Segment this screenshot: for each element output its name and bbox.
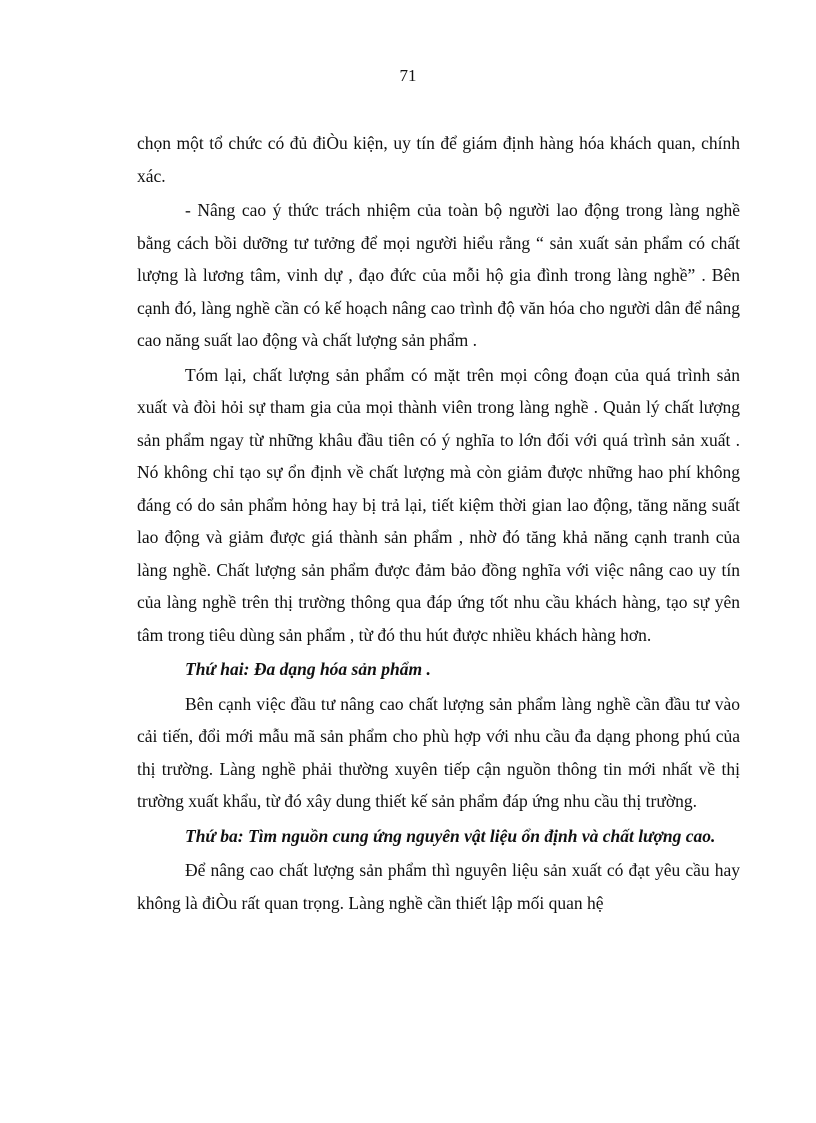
document-body	[137, 127, 740, 921]
page-number: 71	[399, 66, 417, 85]
paragraph-summary: Tóm lại, chất lượng sản phẩm có mặt trên mọi công đoạn của quá trình sản xuất và đòi hỏi sự tham gia của mọi thành viên trong làng nghề . Quản lý chất lượng sản phẩm ngay từ những khâu đầu tiên có ý nghĩa to lớn đối với quá trình sản xuất . Nó không chỉ tạo sự ổn định về chất lượng mà còn giảm được những hao phí không đáng có do sản phẩm hỏng hay bị trả lại, tiết kiệm thời gian lao động, tăng năng suất lao động và giảm được giá thành sản phẩm , nhờ đó tăng khả năng cạnh tranh của làng nghề. Chất lượng sản phẩm được đảm bảo đồng nghĩa với việc nâng cao uy tín của làng nghề trên thị trường thông qua đáp ứng tốt nhu cầu khách hàng, tạo sự yên tâm trong tiêu dùng sản phẩm , từ đó thu hút được nhiều khách hàng hơn.	[137, 364, 740, 645]
paragraph-material-supply: Để nâng cao chất lượng sản phẩm thì nguyên liệu sản xuất có đạt yêu cầu hay không là điÒu rất quan trọng. Làng nghề cần thiết lập mối quan hệ	[137, 860, 740, 913]
paragraph-continuation: chọn một tổ chức có đủ điÒu kiện, uy tín để giám định hàng hóa khách quan, chính xác.	[137, 133, 740, 186]
heading-diversify-products: Thứ hai: Đa dạng hóa sản phẩm .	[185, 659, 431, 679]
paragraph-awareness: - Nâng cao ý thức trách nhiệm của toàn bộ người lao động trong làng nghề bằng cách bồi dưỡng tư tưởng để mọi người hiểu rằng “ sản xuất sản phẩm có chất lượng là lương tâm, vinh dự , đạo đức của mỗi hộ gia đình trong làng nghề” . Bên cạnh đó, làng nghề cần có kế hoạch nâng cao trình độ văn hóa cho người dân để nâng cao năng suất lao động và chất lượng sản phẩm .	[137, 200, 740, 350]
heading-material-supply: Thứ ba: Tìm nguồn cung ứng nguyên vật liệu ổn định và chất lượng cao.	[185, 825, 716, 846]
paragraph-diversify-products: Bên cạnh việc đầu tư nâng cao chất lượng sản phẩm làng nghề cần đầu tư vào cải tiến, đổi mới mẫu mã sản phẩm cho phù hợp với nhu cầu đa dạng phong phú của thị trường. Làng nghề phải thường xuyên tiếp cận nguồn thông tin mới nhất về thị trường xuất khẩu, từ đó xây dung thiết kế sản phẩm đáp ứng nhu cầu thị trường.	[137, 693, 740, 811]
